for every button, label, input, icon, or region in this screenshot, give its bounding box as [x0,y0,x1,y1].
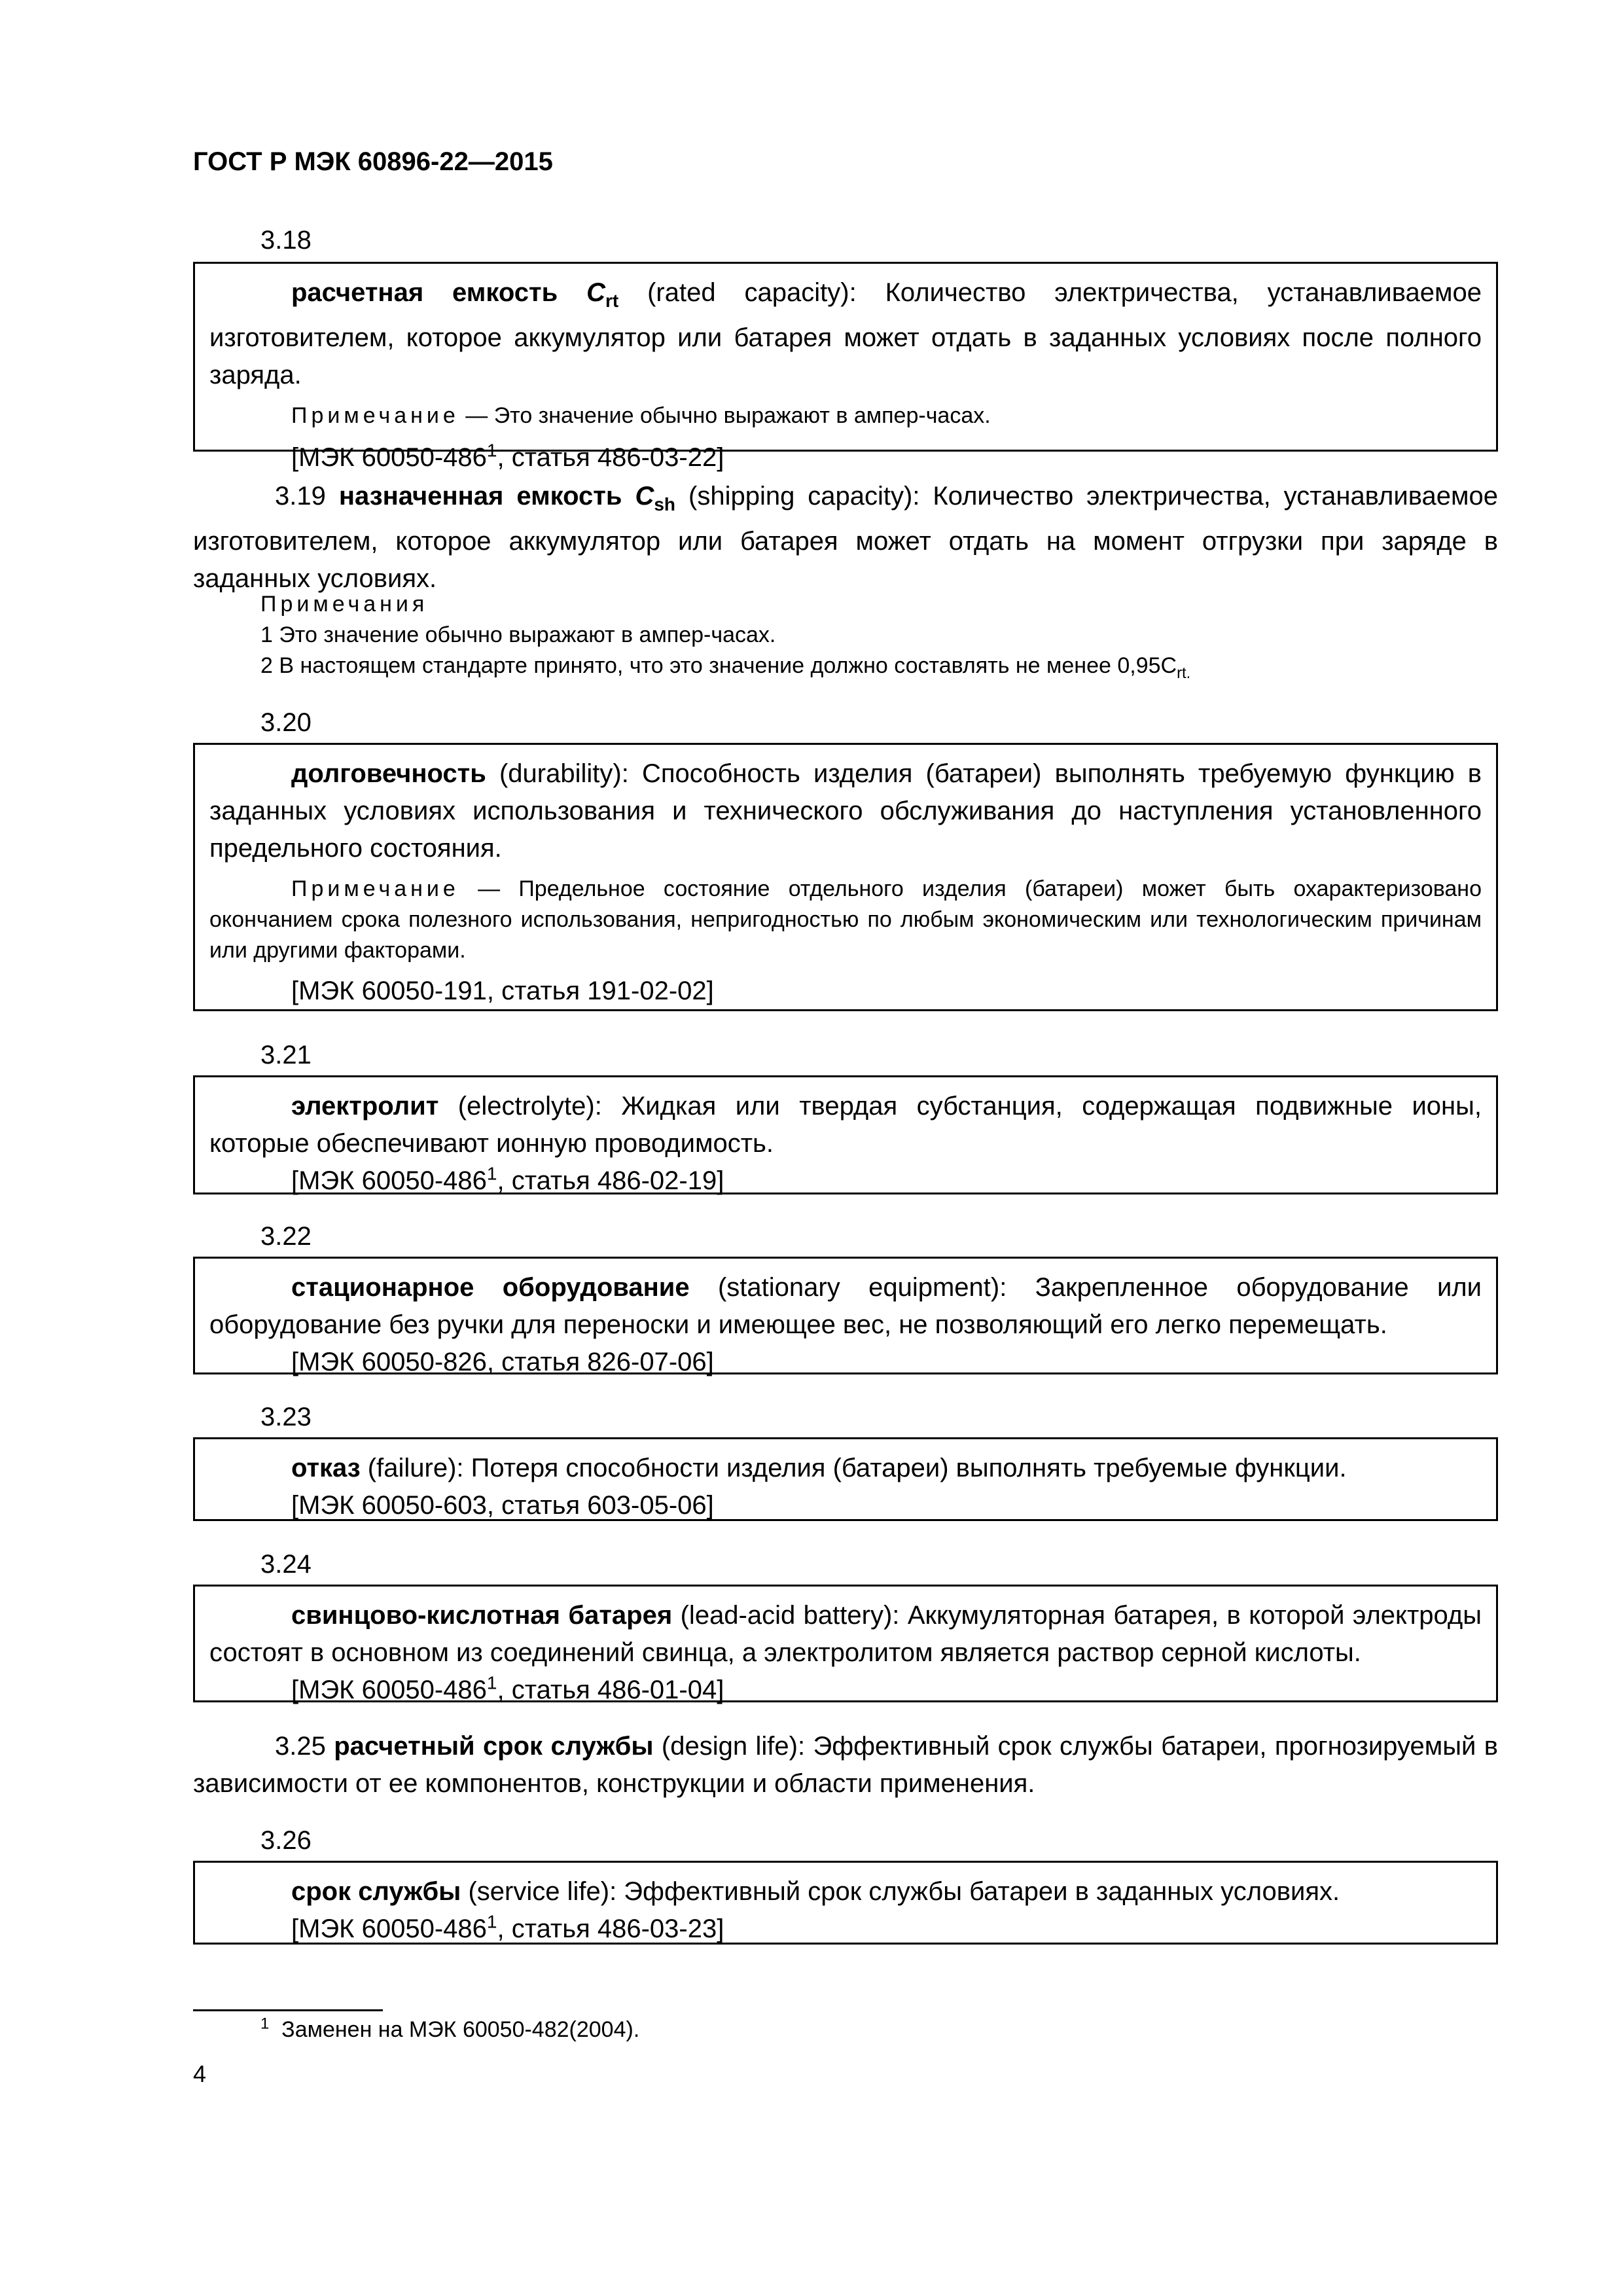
definition-text: расчетная емкость $C_{rt}$ (rated capacity): Количество электричества, устанавливаемое изготовителем, которое аккумулятор или батарея может отдать в заданных условиях после полного заряда. [209,278,1482,389]
clause-number-3-21: 3.21 [260,1041,312,1069]
definition-box-3-21: электролит (electrolyte): Жидкая или твердая субстанция, содержащая подвижные ионы, которые обеспечивают ионную проводимость. [МЭК $60050-486^1$, статья 486-02-19] [193,1075,1498,1194]
page-number: 4 [193,2060,207,2087]
clause-number-3-23: 3.23 [260,1403,312,1431]
document-header: ГОСТ Р МЭК 60896-22—2015 [193,147,553,176]
footnote: $^1$ Заменен на МЭК 60050-482(2004). [260,2015,640,2042]
clause-number-3-24: 3.24 [260,1550,312,1579]
definition-box-3-20: долговечность (durability): Способность изделия (батареи) выполнять требуемую функцию в заданных условиях использования и технического обслуживания до наступления установленного предельного состояния. Примечание — Предельное состояние отдельного изделия (батареи) может быть охарактеризовано окончанием срока полезного использования, непригодностью по любым экономическим или технологическим причинам или другими факторами. [МЭК 60050-191, статья 191-02-02] [193,743,1498,1011]
footnote-separator [193,2009,383,2011]
reference: [МЭК $60050-486^1$, статья 486-03-22] [291,440,724,472]
clause-number-3-22: 3.22 [260,1222,312,1251]
note: Примечание — Это значение обычно выражают в ампер-часах. [291,403,991,428]
notes-3-19: Примечания 1 Это значение обычно выражают в ампер-часах. 2 В настоящем стандарте принято, что это значение должно составлять не менее $0,95C_{rt.}$ [260,592,1191,682]
definition-3-19: 3.19 назначенная емкость $C_{sh}$ (shipping capacity): Количество электричества, устанавливаемое изготовителем, которое аккумулятор или батарея может отдать на момент отгрузки при заряде в заданных условиях. [193,482,1498,593]
clause-number-3-20: 3.20 [260,708,312,737]
definition-box-3-22: стационарное оборудование (stationary equipment): Закрепленное оборудование или оборудование без ручки для переноски и имеющее вес, не позволяющий его легко перемещать. [МЭК 60050-826, статья 826-07-06] [193,1257,1498,1374]
clause-number-3-18: 3.18 [260,226,312,255]
definition-box-3-24: свинцово-кислотная батарея (lead-acid battery): Аккумуляторная батарея, в которой электроды состоят в основном из соединений свинца, а электролитом является раствор серной кислоты. [МЭК $60050-486^1$, статья 486-01-04] [193,1585,1498,1702]
definition-box-3-26: срок службы (service life): Эффективный срок службы батареи в заданных условиях. [МЭК $60050-486^1$, статья 486-03-23] [193,1861,1498,1945]
definition-box-3-23: отказ (failure): Потеря способности изделия (батареи) выполнять требуемые функции. [МЭК 60050-603, статья 603-05-06] [193,1437,1498,1521]
clause-number-3-26: 3.26 [260,1826,312,1855]
definition-box-3-18 [193,262,1498,472]
definition-3-25: 3.25 расчетный срок службы (design life): Эффективный срок службы батареи, прогнозируемый в зависимости от ее компонентов, конструкции и области применения. [193,1732,1498,1798]
